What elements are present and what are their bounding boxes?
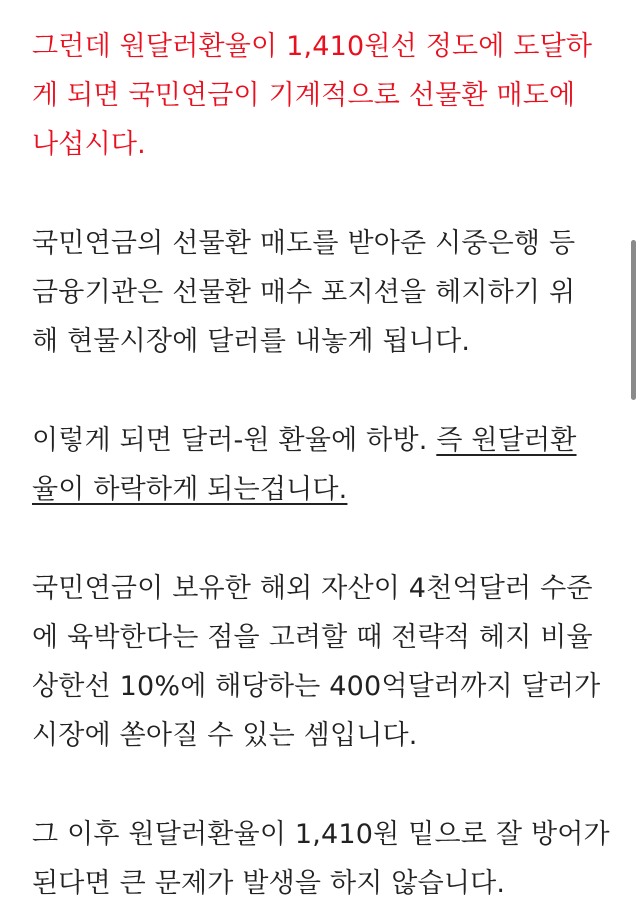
paragraph [32, 564, 604, 760]
paragraph [32, 219, 604, 366]
text-line: 그 이후 원달러환율이 1,410원 밑으로 잘 방어가 [32, 819, 610, 850]
text-line: 시장에 쏟아질 수 있는 셈입니다. [32, 720, 418, 751]
text-line: 상한선 10%에 해당하는 400억달러까지 달러가 [32, 671, 601, 702]
text-line [32, 465, 604, 514]
paragraph-gap [32, 760, 604, 810]
text-line: 국민연금의 선물환 매도를 받아준 시중은행 등 [32, 228, 576, 259]
paragraph-gap [32, 366, 604, 416]
text-line: 된다면 큰 문제가 발생을 하지 않습니다. [32, 868, 506, 899]
paragraph-with-underline [32, 416, 604, 514]
paragraph-highlighted [32, 22, 604, 169]
text-line [32, 416, 604, 465]
text-line: 국민연금이 보유한 해외 자산이 4천억달러 수준 [32, 573, 593, 604]
underlined-text: 율이 하락하게 되는겁니다. [32, 474, 348, 505]
underlined-text: 즉 원달러환 [436, 425, 577, 456]
text-line: 금융기관은 선물환 매수 포지션을 헤지하기 위 [32, 277, 576, 308]
scrollbar-thumb[interactable] [631, 240, 636, 400]
plain-text: 이렇게 되면 달러-원 환율에 하방. [32, 425, 437, 456]
text-line: 해 현물시장에 달러를 내놓게 됩니다. [32, 326, 471, 357]
paragraph-gap [32, 514, 604, 564]
paragraph-gap [32, 169, 604, 219]
text-line: 에 육박한다는 점을 고려할 때 전략적 헤지 비율 [32, 622, 593, 653]
article-body [32, 22, 610, 908]
text-line: 그런데 원달러환율이 1,410원선 정도에 도달하 [32, 31, 593, 62]
text-line: 나섭시다. [32, 129, 146, 160]
paragraph [32, 810, 610, 908]
text-line: 게 되면 국민연금이 기계적으로 선물환 매도에 [32, 80, 576, 111]
